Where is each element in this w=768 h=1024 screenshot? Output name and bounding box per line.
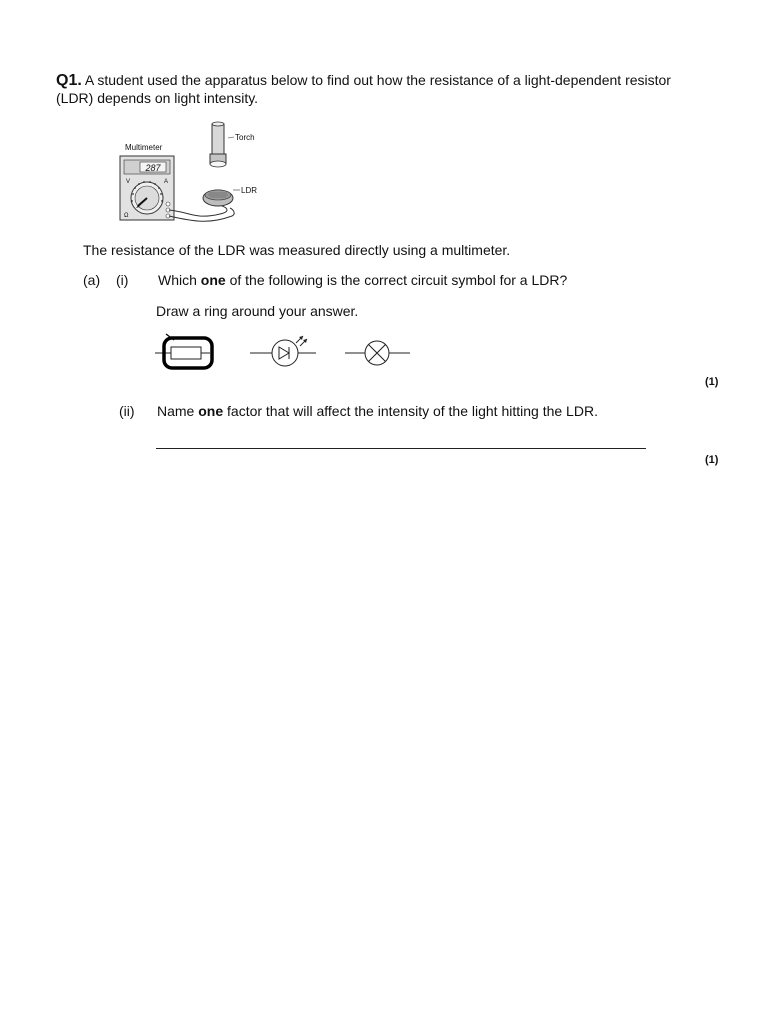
apparatus-diagram <box>110 118 280 226</box>
question-text: of the following is the correct circuit symbol for a LDR? <box>225 272 568 288</box>
question-emphasis: one <box>198 403 224 419</box>
question-emphasis: one <box>200 272 226 288</box>
answer-line[interactable] <box>156 448 646 449</box>
part-a-i-instruction: Draw a ring around your answer. <box>156 303 359 319</box>
socket <box>166 202 170 206</box>
ldr-label: LDR <box>241 186 258 195</box>
torch-lens <box>210 161 226 167</box>
test-lead <box>169 206 227 216</box>
torch-body <box>212 124 224 158</box>
test-lead <box>169 208 234 221</box>
dial-label-ohm: Ω <box>124 213 129 219</box>
part-a-label: (a) <box>83 272 101 288</box>
statement: The resistance of the LDR was measured directly using a multimeter. <box>83 242 511 258</box>
marks-a-ii: (1) <box>705 454 719 466</box>
part-a-i-label: (i) <box>116 272 129 288</box>
dial-label-v: V <box>126 179 131 185</box>
ldr-symbol-option[interactable] <box>155 334 212 368</box>
part-a-ii-label: (ii) <box>119 403 135 419</box>
question-text: Which <box>158 272 201 288</box>
lamp-symbol-option[interactable] <box>345 341 410 365</box>
intro-line-1: A student used the apparatus below to find out how the resistance of a light-dependent resistor <box>84 72 671 88</box>
circuit-symbols <box>150 326 420 374</box>
intro-line-2: (LDR) depends on light intensity. <box>56 90 259 106</box>
dial-label-a: A <box>164 179 169 185</box>
multimeter-label: Multimeter <box>125 143 163 152</box>
question-intro <box>56 72 671 90</box>
part-a-i-question <box>158 272 567 288</box>
part-a-ii-question <box>157 403 598 419</box>
multimeter-reading: 287 <box>145 163 161 173</box>
question-text: Name <box>157 403 199 419</box>
marks-a-i: (1) <box>705 376 719 388</box>
question-text: factor that will affect the intensity of the light hitting the LDR. <box>223 403 598 419</box>
led-symbol-option[interactable] <box>250 336 316 366</box>
question-number: Q1. <box>56 72 82 89</box>
torch-label: Torch <box>235 133 255 142</box>
